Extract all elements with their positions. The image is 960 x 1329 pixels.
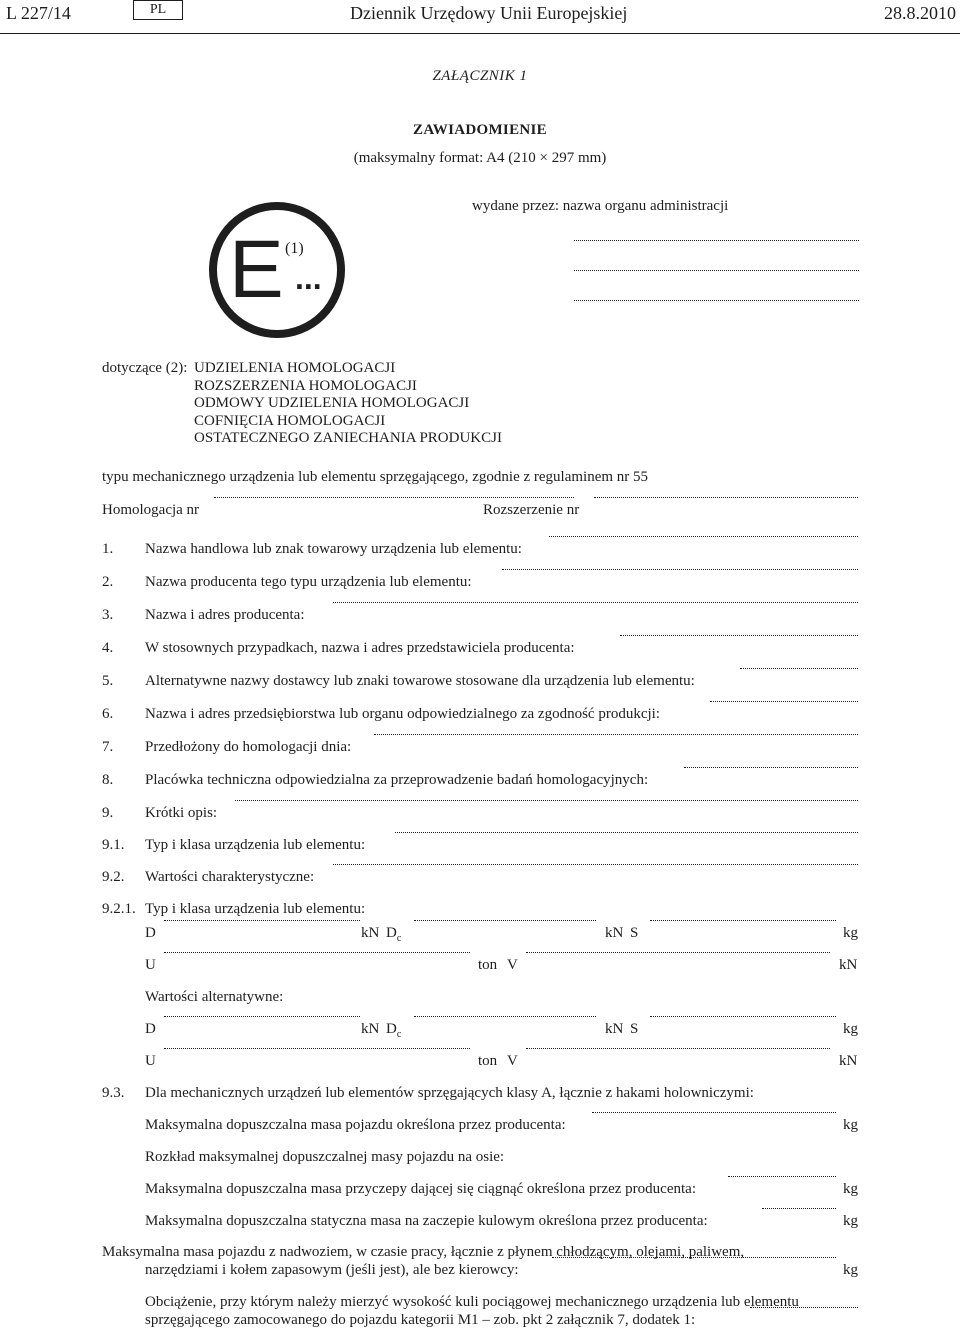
d-field[interactable] <box>164 920 360 921</box>
load-label: sprzęgającego zamocowanego do pojazdu kategorii M1 – zob. pkt 2 załącznik 7, dodatek 1: <box>145 1312 696 1328</box>
e-mark-dots: ... <box>295 260 322 296</box>
max-vehicle-mass-unit: kg <box>843 1117 858 1133</box>
static-ball-mass-unit: kg <box>843 1213 858 1229</box>
alt-v-label: V <box>507 1053 518 1069</box>
load-field[interactable] <box>750 1307 858 1308</box>
item-number: 8. <box>102 772 114 788</box>
issuer-dotted-line-1[interactable] <box>574 240 859 241</box>
item-label: W stosownych przypadkach, nazwa i adres przedstawiciela producenta: <box>145 640 575 656</box>
header-rule <box>0 33 960 34</box>
max-vehicle-mass-label: Maksymalna dopuszczalna masa pojazdu określona przez producenta: <box>145 1117 566 1133</box>
option-withdrawal: COFNIĘCIA HOMOLOGACJI <box>194 412 386 429</box>
s-field[interactable] <box>650 920 836 921</box>
alt-d-label: D <box>145 1021 156 1037</box>
item-9-3-number: 9.3. <box>102 1085 125 1101</box>
alt-u-field[interactable] <box>164 1048 470 1049</box>
dc-field[interactable] <box>414 920 596 921</box>
alt-s-label: S <box>630 1021 639 1037</box>
item-number: 6. <box>102 706 114 722</box>
v-unit: kN <box>839 957 858 973</box>
issuer-dotted-line-2[interactable] <box>574 270 859 271</box>
item-label: Nazwa handlowa lub znak towarowy urządzenia lub elementu: <box>145 541 522 557</box>
u-field[interactable] <box>164 952 470 953</box>
document-title: ZAWIADOMIENIE <box>413 122 547 138</box>
u-unit: ton <box>478 957 498 973</box>
max-trailer-mass-field[interactable] <box>728 1176 836 1177</box>
item-number: 7. <box>102 739 114 755</box>
d-unit: kN <box>361 925 380 941</box>
item-label: Krótki opis: <box>145 805 218 821</box>
item-9-3-text: Dla mechanicznych urządzeń lub elementów sprzęgających klasy A, łącznie z hakami holowniczymi: <box>145 1085 754 1101</box>
journal-title: Dziennik Urzędowy Unii Europejskiej <box>350 3 628 23</box>
v-field[interactable] <box>526 952 830 953</box>
u-label: U <box>145 957 156 973</box>
journal-reference: L 227/14 <box>6 3 71 23</box>
s-unit: kg <box>843 925 858 941</box>
item-field[interactable] <box>740 668 858 669</box>
alt-u-unit: ton <box>478 1053 498 1069</box>
vehicle-mass-unit: kg <box>843 1262 858 1278</box>
alt-dc-label: $D_c$ <box>386 1021 402 1040</box>
concerning-label: dotyczące (2): <box>102 360 188 376</box>
option-extension: ROZSZERZENIA HOMOLOGACJI <box>194 377 417 394</box>
vehicle-mass-label: narzędziami i kołem zapasowym (jeśli jest), ale bez kierowcy: <box>145 1262 519 1278</box>
alt-dc-field[interactable] <box>414 1016 596 1017</box>
item-label: Nazwa i adres przedsiębiorstwa lub organu odpowiedzialnego za zgodność produkcji: <box>145 706 660 722</box>
alt-u-label: U <box>145 1053 156 1069</box>
item-field[interactable] <box>374 734 858 735</box>
extension-number-field[interactable] <box>594 497 858 498</box>
item-number: 3. <box>102 607 114 623</box>
item-label: Przedłożony do homologacji dnia: <box>145 739 352 755</box>
annex-heading: ZAŁĄCZNIK 1 <box>432 68 528 84</box>
item-number: 9.2.1. <box>102 901 136 917</box>
item-label: Placówka techniczna odpowiedzialna za przeprowadzenie badań homologacyjnych: <box>145 772 649 788</box>
item-field[interactable] <box>620 635 858 636</box>
concerning-options <box>194 360 502 448</box>
page-header <box>0 0 960 36</box>
item-number: 4. <box>102 640 114 656</box>
item-number: 9.2. <box>102 869 125 885</box>
item-label: Alternatywne nazwy dostawcy lub znaki towarowe stosowane dla urządzenia lub elementu: <box>145 673 695 689</box>
e-mark-letter: E <box>229 224 284 315</box>
item-field[interactable] <box>502 569 858 570</box>
item-label: Wartości charakterystyczne: <box>145 869 315 885</box>
option-approval: UDZIELENIA HOMOLOGACJI <box>194 360 396 376</box>
approval-number-field[interactable] <box>214 497 574 498</box>
language-code: PL <box>133 0 183 20</box>
alt-s-field[interactable] <box>650 1016 836 1017</box>
vehicle-mass-line-1: Maksymalna masa pojazdu z nadwoziem, w czasie pracy, łącznie z płynem chłodzącym, olejami, paliwem, <box>102 1244 745 1260</box>
v-label: V <box>507 957 518 973</box>
static-ball-mass-label: Maksymalna dopuszczalna statyczna masa na zaczepie kulowym określona przez producenta: <box>145 1213 708 1229</box>
alt-d-field[interactable] <box>164 1016 360 1017</box>
dc-label: $D_c$ <box>386 925 402 944</box>
type-line: typu mechanicznego urządzenia lub elementu sprzęgającego, zgodnie z regulaminem nr 55 <box>102 469 649 485</box>
format-note: (maksymalny format: A4 (210 × 297 mm) <box>353 150 607 166</box>
dc-unit: kN <box>605 925 624 941</box>
alt-s-unit: kg <box>843 1021 858 1037</box>
alt-v-unit: kN <box>839 1053 858 1069</box>
alt-d-unit: kN <box>361 1021 380 1037</box>
e-mark-footnote: (1) <box>285 240 304 257</box>
e-mark-symbol <box>207 200 347 340</box>
item-label: Nazwa producenta tego typu urządzenia lub elementu: <box>145 574 472 590</box>
item-label: Typ i klasa urządzenia lub elementu: <box>145 901 366 917</box>
item-field[interactable] <box>333 602 858 603</box>
s-label: S <box>630 925 639 941</box>
static-ball-mass-field[interactable] <box>762 1208 836 1209</box>
item-field[interactable] <box>333 864 858 865</box>
item-field[interactable] <box>235 800 858 801</box>
item-number: 9.1. <box>102 837 125 853</box>
item-number: 5. <box>102 673 114 689</box>
item-field[interactable] <box>549 536 858 537</box>
item-field[interactable] <box>684 767 858 768</box>
alt-v-field[interactable] <box>526 1048 830 1049</box>
axle-distribution-label: Rozkład maksymalnej dopuszczalnej masy pojazdu na osie: <box>145 1149 505 1165</box>
item-label: Typ i klasa urządzenia lub elementu: <box>145 837 366 853</box>
item-number: 2. <box>102 574 114 590</box>
approval-number-label: Homologacja nr <box>102 502 200 518</box>
item-number: 9. <box>102 805 114 821</box>
publication-date: 28.8.2010 <box>884 3 956 23</box>
alt-dc-unit: kN <box>605 1021 624 1037</box>
max-trailer-mass-unit: kg <box>843 1181 858 1197</box>
item-field[interactable] <box>710 701 858 702</box>
option-refusal: ODMOWY UDZIELENIA HOMOLOGACJI <box>194 395 470 411</box>
item-label: Nazwa i adres producenta: <box>145 607 305 623</box>
issuer-dotted-line-3[interactable] <box>574 300 859 301</box>
d-label: D <box>145 925 156 941</box>
extension-number-label: Rozszerzenie nr <box>483 502 580 518</box>
item-number: 1. <box>102 541 114 557</box>
issued-by: wydane przez: nazwa organu administracji <box>472 198 729 214</box>
item-field[interactable] <box>395 832 858 833</box>
max-trailer-mass-label: Maksymalna dopuszczalna masa przyczepy dającej się ciągnąć określona przez producenta: <box>145 1181 696 1197</box>
option-discontinued: OSTATECZNEGO ZANIECHANIA PRODUKCJI <box>194 430 502 446</box>
max-vehicle-mass-field[interactable] <box>592 1112 836 1113</box>
vehicle-mass-field[interactable] <box>552 1257 836 1258</box>
